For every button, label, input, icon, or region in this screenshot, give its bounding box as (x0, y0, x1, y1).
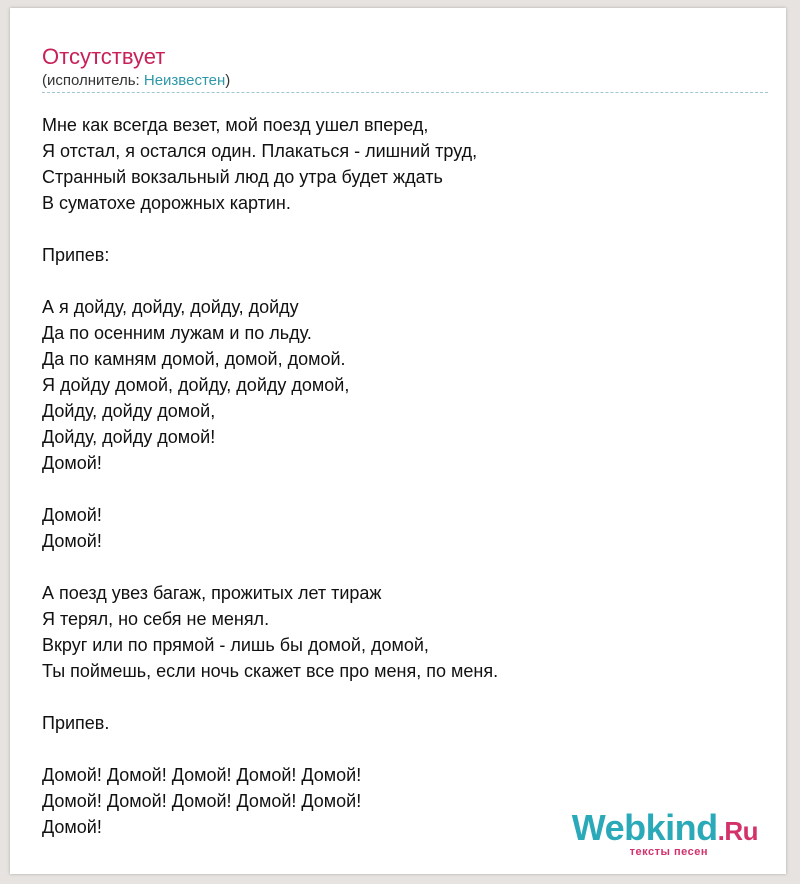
site-logo[interactable] (568, 808, 758, 858)
lyric-line: Домой! Домой! Домой! Домой! Домой! (42, 765, 362, 785)
lyric-line: Дойду, дойду домой, (42, 401, 216, 421)
lyric-line: А я дойду, дойду, дойду, дойду (42, 297, 299, 317)
lyric-line: В суматохе дорожных картин. (42, 193, 291, 213)
lyric-line: Вкруг или по прямой - лишь бы домой, домой, (42, 635, 429, 655)
lyric-blank-line (42, 736, 762, 762)
logo-main-text: Webkind (571, 807, 718, 848)
lyric-blank-line (42, 216, 762, 242)
lyric-line: Дойду, дойду домой! (42, 427, 216, 447)
logo-suffix: .Ru (717, 816, 758, 846)
lyric-line: Домой! (42, 505, 102, 525)
lyric-line: Да по камням домой, домой, домой. (42, 349, 346, 369)
lyric-line: Домой! (42, 531, 102, 551)
lyric-line: Мне как всегда везет, мой поезд ушел вперед, (42, 115, 429, 135)
lyric-line: Я отстал, я остался один. Плакаться - лишний труд, (42, 141, 478, 161)
lyric-line: Да по осенним лужам и по льду. (42, 323, 312, 343)
lyric-blank-line (42, 684, 762, 710)
lyric-line: Ты поймешь, если ночь скажет все про меня, по меня. (42, 661, 499, 681)
artist-link[interactable]: Неизвестен (143, 72, 226, 89)
lyric-line: Я терял, но себя не менял. (42, 609, 270, 629)
title-divider (42, 92, 768, 93)
artist-suffix: ) (225, 72, 231, 89)
lyric-blank-line (42, 554, 762, 580)
lyric-line: Я дойду домой, дойду, дойду домой, (42, 375, 350, 395)
logo-tagline: тексты песен (629, 846, 708, 858)
lyric-blank-line (42, 476, 762, 502)
lyric-line: Домой! Домой! Домой! Домой! Домой! (42, 791, 362, 811)
lyrics-text (42, 112, 762, 840)
lyric-line: Странный вокзальный люд до утра будет ждать (42, 167, 443, 187)
logo-wordmark (572, 808, 758, 851)
lyric-line: А поезд увез багаж, прожитых лет тираж (42, 583, 382, 603)
lyrics-card (10, 8, 786, 874)
artist-line (42, 72, 230, 90)
artist-prefix: (исполнитель: (42, 72, 144, 89)
lyric-line: Домой! (42, 817, 102, 837)
lyric-line: Припев. (42, 713, 110, 733)
lyric-line: Домой! (42, 453, 102, 473)
lyric-blank-line (42, 268, 762, 294)
song-title: Отсутствует (42, 44, 166, 69)
lyric-line: Припев: (42, 245, 110, 265)
